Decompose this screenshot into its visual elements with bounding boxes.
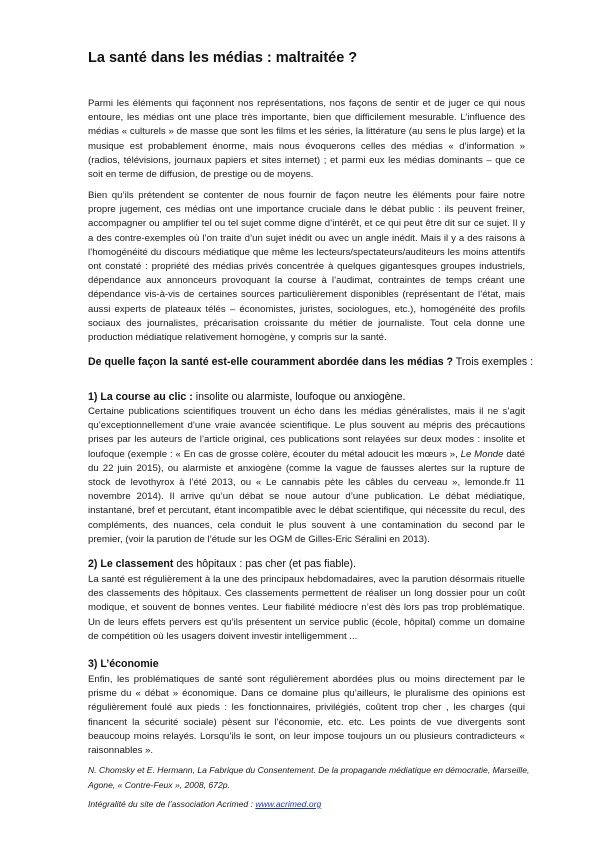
section-3-title: 3) L’économie	[88, 658, 159, 670]
question-bold: De quelle façon la santé est-elle couramment abordée dans les médias ?	[88, 356, 454, 368]
section-2-subtitle: des hôpitaux : pas cher (et pas fiable).	[173, 558, 356, 570]
section-1-body	[88, 405, 525, 547]
question-rest: Trois exemples :	[453, 356, 534, 368]
section-3-body: Enfin, les problématiques de santé sont régulièrement abordées plus ou moins directement par le prisme du « débat » économique. Dans ce domaine plus qu’ailleurs, le pluralisme des opinions est régulièrement foulé aux pieds : les fonctionnaires, privilégiés, coûtent trop cher , les charges (qui financent la sécurité sociale) pèsent sur l’économie, etc. etc. Les points de vue divergents sont beaucoup moins relayés. Lorsqu’ils le sont, on leur impose toujours un ou plusieurs contradicteurs « raisonnables ».	[88, 674, 525, 757]
intro-paragraph-2: Bien qu’ils prétendent se contenter de nous fournir de façon neutre les éléments pour faire notre propre jugement, ces médias ont une importance cruciale dans le débat public : ils peuvent freiner, accompagner ou amplifier tel ou tel sujet comme digne d’intérêt, et ce qui peut être dit sur ce sujet. Il y a des contre-exemples où l’on traite d’un sujet inédit ou avec un angle inédit. Mais il y a des raisons à l’homogénéité du discours médiatique que même les lecteurs/spectateurs/auditeurs les moins attentifs ont constaté : propriété des médias privés concentrée à quelques gigantesques groupes industriels, dépendance aux annonceurs provoquant la course à l’audimat, contraintes de temps créant une dépendance vis-à-vis de certaines sources particulièrement disponibles (représentant de l’état, mais aussi experts de plateaux télés – économistes, juristes, sociologues, etc.), homogénéité des profils sociaux des journalistes, précarisation croissante du métier de journaliste. Tout cela donne une production médiatique relativement homogène, y compris sur la santé.	[88, 190, 525, 344]
intro-paragraph-1: Parmi les éléments qui façonnent nos représentations, nos façons de sentir et de juger ce qui nous entoure, les médias ont une place très importante, bien que difficilement mesurable. L’influence des médias « culturels » de masse que sont les films et les séries, la littérature (au sens le plus large) et la musique est probablement énorme, mais nous évoquerons celles des médias « d’information » (radios, télévisions, journaux papiers et sites internet) ; et parmi eux les médias dominants – que ce soit en terme de diffusion, de prestige ou de moyens.	[88, 98, 525, 181]
acrimed-link[interactable]: www.acrimed.org	[255, 799, 322, 809]
section-1-body-b: daté du 22 juin 2015), ou alarmiste et anxiogène (comme la vague de fausses alertes sur la rupture de stock de levothyrox à l’été 2013, ou « Le cannabis pète les câbles du cerveau », lemonde.fr 11 novembre 2014). Il arrive qu’un débat se noue autour d’une publication. Le débat médiatique, instantané, bref et percutant, étant incompatible avec le débat scientifique, qui nécessite du recul, des compléments, des nuances, cela conduit le plus souvent à une contamination du second par le premier, (voir la parution de l’étude sur les OGM de Gilles-Eric Séralini en 2013).	[88, 448, 526, 545]
source-note	[88, 797, 543, 812]
page-title: La santé dans les médias : maltraitée ?	[88, 50, 358, 66]
question-heading	[88, 355, 534, 369]
section-1-title: 1) La course au clic :	[88, 391, 193, 403]
bibliographic-reference: N. Chomsky et E. Hermann, La Fabrique du Consentement. De la propagande médiatique en démocratie, Marseille, Agone, « Contre-Feux », 2008, 672p.	[88, 765, 530, 790]
section-1-heading	[88, 390, 528, 404]
section-2-title: 2) Le classement	[88, 558, 174, 570]
section-3-heading	[88, 657, 528, 671]
section-1-subtitle: insolite ou alarmiste, loufoque ou anxiogène.	[192, 391, 406, 403]
section-2-body: La santé est régulièrement à la une des principaux hebdomadaires, avec la parution désormais rituelle des classements des hôpitaux. Ces classements permettent de réaliser un long dossier pour un coût modique, et souvent de bonnes ventes. Leur fiabilité médiocre n’est dès lors pas trop problématique. Un de leurs effets pervers est qu’ils présentent un service public (école, hôpital) comme un domaine de compétition où les usagers doivent investir intelligemment ...	[88, 574, 525, 642]
section-1-body-a: Certaine publications scientifiques trouvent un écho dans les médias généralistes, mais il ne s’agit qu’exceptionnellement d’une vraie avancée scientifique. Le plus souvent au mépris des précautions prises par les auteurs de l’article original, ces publications sont relayées sur deux modes : insolite et loufoque (exemple : « En cas de grosse colère, écouter du métal adoucit les mœurs »,	[88, 406, 525, 460]
section-1-body-publication: Le Monde	[460, 448, 504, 460]
section-2-heading	[88, 557, 528, 571]
source-note-prefix: Intégralité du site de l’association Acrimed :	[88, 799, 256, 809]
